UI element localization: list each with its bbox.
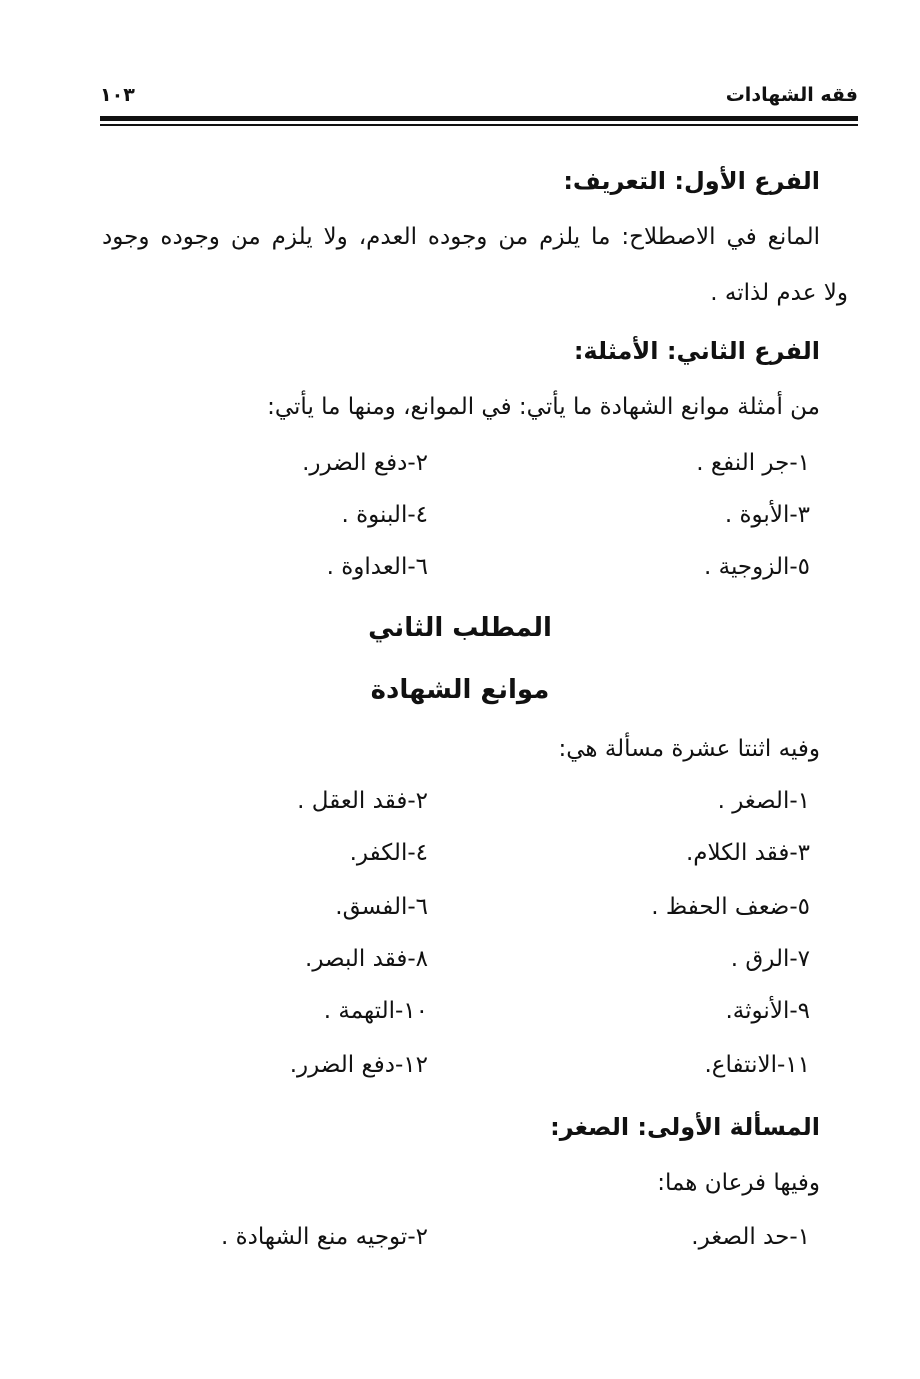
impediment-item: ٦-الفسق. — [335, 894, 428, 920]
header-rule-thin — [100, 124, 858, 126]
branch1-heading: الفرع الأول: التعريف: — [563, 167, 820, 195]
example-item: ٣-الأبوة . — [724, 502, 810, 528]
impediment-item: ٤-الكفر. — [349, 840, 428, 866]
issue1-item: ١-حد الصغر. — [691, 1224, 810, 1250]
branch1-definition-line2: ولا عدم لذاته . — [710, 280, 848, 306]
issue1-intro: وفيها فرعان هما: — [657, 1170, 820, 1196]
impediment-item: ١-الصغر . — [717, 788, 810, 814]
running-header — [100, 84, 858, 114]
issue1-heading: المسألة الأولى: الصغر: — [550, 1113, 820, 1141]
impediment-item: ١٢-دفع الضرر. — [289, 1052, 428, 1078]
impediment-item: ٥-ضعف الحفظ . — [651, 894, 810, 920]
impediment-item: ٣-فقد الكلام. — [685, 840, 810, 866]
impediment-row — [100, 838, 820, 868]
example-item: ٢-دفع الضرر. — [302, 450, 428, 476]
branch1-definition-line1: المانع في الاصطلاح: ما يلزم من وجوده العدم، ولا يلزم من وجوده وجود — [102, 224, 820, 250]
example-item: ٤-البنوة . — [341, 502, 428, 528]
impediment-item: ٩-الأنوثة. — [725, 998, 810, 1024]
book-title: فقه الشهادات — [725, 84, 858, 106]
example-row — [100, 448, 820, 478]
issue1-row — [100, 1222, 820, 1252]
impediments-intro: وفيه اثنتا عشرة مسألة هي: — [558, 736, 820, 762]
branch2-intro: من أمثلة موانع الشهادة ما يأتي: في الموانع، ومنها ما يأتي: — [267, 394, 820, 420]
impediment-row — [100, 996, 820, 1026]
branch2-heading: الفرع الثاني: الأمثلة: — [573, 337, 820, 365]
example-item: ١-جر النفع . — [696, 450, 810, 476]
matlab-subtitle: موانع الشهادة — [370, 675, 550, 705]
impediment-row — [100, 1050, 820, 1080]
impediment-item: ١٠-التهمة . — [323, 998, 428, 1024]
impediment-row — [100, 892, 820, 922]
impediment-item: ٧-الرق . — [730, 946, 810, 972]
example-item: ٦-العداوة . — [326, 554, 428, 580]
header-rule-thick — [100, 116, 858, 121]
page-number: ١٠٣ — [100, 84, 135, 106]
example-row — [100, 552, 820, 582]
impediment-row — [100, 944, 820, 974]
issue1-item: ٢-توجيه منع الشهادة . — [221, 1224, 428, 1250]
matlab-title: المطلب الثاني — [368, 613, 552, 643]
example-item: ٥-الزوجية . — [704, 554, 810, 580]
impediment-item: ٢-فقد العقل . — [297, 788, 428, 814]
impediment-row — [100, 786, 820, 816]
impediment-item: ١١-الانتفاع. — [704, 1052, 810, 1078]
example-row — [100, 500, 820, 530]
impediment-item: ٨-فقد البصر. — [305, 946, 428, 972]
